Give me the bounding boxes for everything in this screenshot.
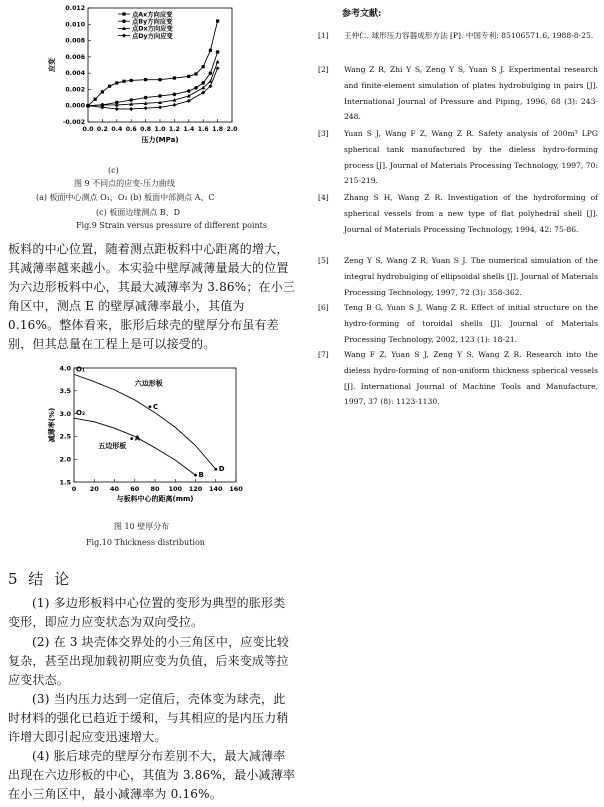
reference-number: [5]: [318, 256, 329, 265]
fig10-point-label: A: [134, 434, 141, 443]
fig9-data-point: [129, 107, 133, 111]
fig9-x-tick-label: 0.0: [82, 126, 94, 133]
fig9-data-point: [216, 50, 220, 54]
fig9-data-point: [115, 81, 118, 84]
fig9-data-point: [129, 98, 133, 102]
fig10-series-label: 五边形板: [98, 441, 127, 450]
section-5-title: 5 结 论: [8, 570, 73, 588]
fig9-y-axis-label: 应变: [48, 58, 56, 72]
fig9-data-point: [158, 105, 162, 109]
reference-number: [3]: [318, 129, 329, 138]
fig10-x-tick-label: 160: [229, 485, 243, 493]
fig10-point-marker: [214, 468, 217, 471]
fig9-data-point: [187, 94, 191, 98]
reference-text: Zhang S H, Wang Z R. Investigation of the hydroforming of spherical vessels from a new type of flat polyhedral shell [J]. Journal of Materials Processing Technology, 1994, 42: 75-86.: [344, 193, 598, 234]
fig9-y-tick-label: 0.002: [65, 86, 85, 94]
fig10-x-tick-label: 0: [71, 485, 77, 493]
fig10-x-tick-label: 120: [188, 485, 203, 493]
reference-text: Teng B G, Yuan S J, Wang Z R. Effect of initial structure on the hydro-forming of toroidal shells [J]. Journal of Materials Processing Technology, 2002, 123 (1): 18-21.: [344, 303, 598, 344]
fig9-data-point: [172, 103, 176, 107]
fig9-y-tick-label: 0.008: [65, 37, 85, 45]
body-paragraph-1: 板料的中心位置，随着测点距板料中心距离的增大，其减薄率越来越小。本实验中壁厚减薄量最大的位置为六边形板料中心，其最大减薄率为 3.86%；在小三角区中，测点 E 的壁厚减薄率最小，其值为 0.16%。整体看来，胀形后球壳的壁厚分布虽有差别，但其总量在工程上是可以接受的。: [8, 242, 296, 351]
reference-item-6: [318, 300, 598, 347]
fig9-data-point: [187, 75, 190, 78]
fig9-data-point: [108, 85, 111, 88]
reference-number: [2]: [318, 65, 329, 74]
fig9-data-point: [209, 49, 212, 52]
fig9-data-point: [144, 96, 148, 100]
fig10-svg: [40, 360, 250, 505]
conclusion-para-1: (1) 多边形板料中心位置的变形为典型的胀形类变形，即应力应变状态为双向受拉。: [8, 596, 286, 629]
fig9-x-tick-label: 1.8: [212, 126, 224, 133]
fig9-data-point: [144, 78, 147, 81]
fig9-x-tick-label: 1.0: [154, 126, 166, 133]
reference-number: [6]: [318, 303, 329, 312]
reference-text: Wang Z R, Zhi Y S, Zeng Y S, Yuan S J. Experimental research and finite-element simulation of plates hydrobulging in pairs [J]. International Journal of Pressure and Piping, 1996, 68 (3): 243-248.: [344, 65, 598, 122]
fig9-legend-label: 点Dx方向应变: [132, 25, 173, 33]
fig10-y-tick-label: 2.5: [59, 432, 71, 441]
fig10-y-tick-label: 1.5: [59, 478, 71, 487]
fig9-data-point: [122, 80, 125, 83]
fig9-legend-marker: [122, 12, 125, 15]
fig9-x-tick-label: 1.4: [183, 126, 195, 133]
fig9-x-tick-label: 0.2: [96, 126, 108, 133]
fig10-chart: [40, 360, 250, 505]
fig10-point-label: C: [152, 402, 159, 411]
fig10-point-label: B: [198, 471, 204, 480]
fig9-legend-label: 点By方向应变: [132, 18, 173, 26]
fig10-x-tick-label: 80: [150, 485, 160, 493]
reference-number: [1]: [318, 31, 329, 40]
fig9-data-point: [130, 79, 133, 82]
fig9-data-point: [94, 98, 97, 101]
fig10-point-label: O₁: [76, 365, 86, 374]
reference-item-5: [318, 253, 598, 300]
fig9-x-tick-label: 2.0: [226, 126, 238, 133]
fig9-x-tick-label: 1.6: [197, 126, 209, 133]
fig9-caption-cn: 图 9 不同点的应变-压力曲线: [74, 179, 175, 188]
fig10-x-axis-label: 与板料中心的距离(mm): [116, 495, 194, 503]
fig10-point-marker: [194, 474, 197, 477]
fig10-series-label: 六边形板: [134, 379, 163, 388]
reference-text: Yuan S J, Wang F Z, Wang Z R. Safety analysis of 200m³ LPG spherical tank manufactured by the dieless hydro-forming process [J]. Journal of Materials Processing Technology, 1997, 70: 215-219.: [344, 129, 598, 186]
fig9-legend-marker: [122, 19, 126, 23]
fig10-y-tick-label: 3.0: [59, 409, 71, 418]
fig9-data-point: [115, 107, 119, 111]
fig9-x-tick-label: 0.4: [111, 126, 123, 133]
reference-text: Wang F Z, Yuan S J, Zeng Y S, Wang Z R. Research into the dieless hydro-forming of non-uniform thickness spherical vessels [J]. International Journal of Machine Tools and Manufacture, 1997, 37 (8): 1123-1130.: [344, 350, 598, 407]
fig9-data-point: [201, 81, 205, 85]
fig9-y-tick-label: -0.002: [62, 119, 85, 126]
fig10-caption-cn: 图 10 壁厚分布: [114, 522, 170, 531]
fig10-series-line-2: [74, 418, 196, 475]
conclusion-para-3: (3) 当内压力达到一定值后，壳体变为球壳，此时材料的强化已趋近于缓和，与其相应的是内压力稍许增大即引起应变迅速增大。: [8, 692, 289, 744]
fig10-point-label: D: [218, 465, 225, 474]
fig9-data-point: [194, 86, 198, 90]
fig9-data-point: [158, 78, 161, 81]
fig9-svg: [40, 4, 245, 164]
fig9-y-tick-label: 0.012: [65, 5, 85, 12]
reference-number: [4]: [318, 193, 329, 202]
fig9-data-point: [173, 93, 177, 97]
fig9-data-point: [194, 72, 197, 75]
fig9-series-line-2: [88, 52, 218, 106]
fig9-data-point: [187, 89, 191, 93]
reference-item-4: [318, 190, 598, 237]
fig10-x-tick-label: 60: [130, 485, 140, 493]
fig9-y-tick-label: 0.010: [65, 21, 85, 29]
fig9-panel-label: (c): [108, 166, 119, 175]
fig10-point-label: O₂: [76, 409, 86, 418]
fig9-legend-label: 点Dy方向应变: [132, 32, 173, 40]
conclusion-para-2: (2) 在 3 块壳体交界处的小三角区中，应变比较复杂，甚至出现加载初期应变为负值，后来变成等拉应变状态。: [8, 635, 290, 687]
fig10-y-axis-label: 减薄率(%): [48, 407, 56, 443]
fig9-data-point: [173, 76, 176, 79]
fig9-legend-marker: [122, 34, 126, 38]
fig10-x-tick-label: 140: [208, 485, 223, 493]
fig9-data-point: [216, 66, 220, 70]
fig10-point-marker: [130, 437, 133, 440]
fig10-y-tick-label: 4.0: [59, 364, 71, 373]
reference-number: [7]: [318, 350, 329, 359]
fig9-x-tick-label: 1.2: [168, 126, 180, 133]
fig10-x-tick-label: 100: [168, 485, 183, 493]
fig9-data-point: [158, 94, 162, 98]
fig9-data-point: [202, 65, 205, 68]
fig9-x-tick-label: 0.6: [125, 126, 137, 133]
fig9-chart: [40, 4, 245, 164]
fig9-y-tick-label: 0.006: [65, 53, 85, 61]
fig9-data-point: [216, 19, 219, 22]
fig10-y-tick-label: 2.0: [59, 455, 71, 464]
fig9-x-axis-label: 压力(MPa): [141, 136, 179, 144]
fig9-series-line-3: [88, 62, 218, 106]
fig9-data-point: [216, 60, 220, 64]
fig10-x-tick-label: 20: [89, 485, 99, 493]
fig10-y-tick-label: 3.5: [59, 387, 71, 396]
fig9-caption-sub1: (a) 板面中心测点 O₁、O₂ (b) 板面中部测点 A、C: [36, 193, 215, 202]
fig9-caption-sub2: (c) 板面边缘测点 B、D: [96, 208, 181, 217]
fig9-data-point: [209, 71, 213, 75]
fig9-data-point: [187, 99, 191, 103]
fig9-data-point: [144, 106, 148, 110]
fig9-y-tick-label: 0.004: [65, 70, 85, 78]
reference-item-2: [318, 62, 598, 125]
references-title: 参考文献:: [342, 9, 382, 19]
fig9-x-tick-label: 0.8: [140, 126, 152, 133]
reference-item-3: [318, 126, 598, 189]
fig9-y-tick-label: 0.000: [65, 102, 85, 110]
reference-item-7: [318, 347, 598, 410]
fig10-caption-en: Fig.10 Thickness distribution: [86, 538, 205, 547]
fig10-point-marker: [149, 405, 152, 408]
fig9-data-point: [101, 90, 104, 93]
fig9-caption-en: Fig.9 Strain versus pressure of different points: [76, 221, 267, 230]
fig10-x-tick-label: 40: [109, 485, 120, 493]
reference-text: Zeng Y S, Wang Z R, Yuan S J. The numerical simulation of the integral hydrobulging of ellipsoidal shells [J]. Journal of Materials Processing Technology, 1997, 72 (3): 358-362.: [344, 256, 598, 297]
reference-text: 王仲仁. 球形压力容器成形方法 [P]. 中国专利: 85106571.6, 1988-8-25.: [344, 31, 594, 40]
reference-item-1: [318, 28, 598, 44]
conclusion-para-4: (4) 胀后球壳的壁厚分布差别不大，最大减薄率出现在六边形板的中心，其值为 3.86%，最小减薄率在小三角区中，最小减薄率为 0.16%。: [8, 749, 296, 801]
fig9-legend-label: 点Ax方向应变: [132, 11, 173, 19]
